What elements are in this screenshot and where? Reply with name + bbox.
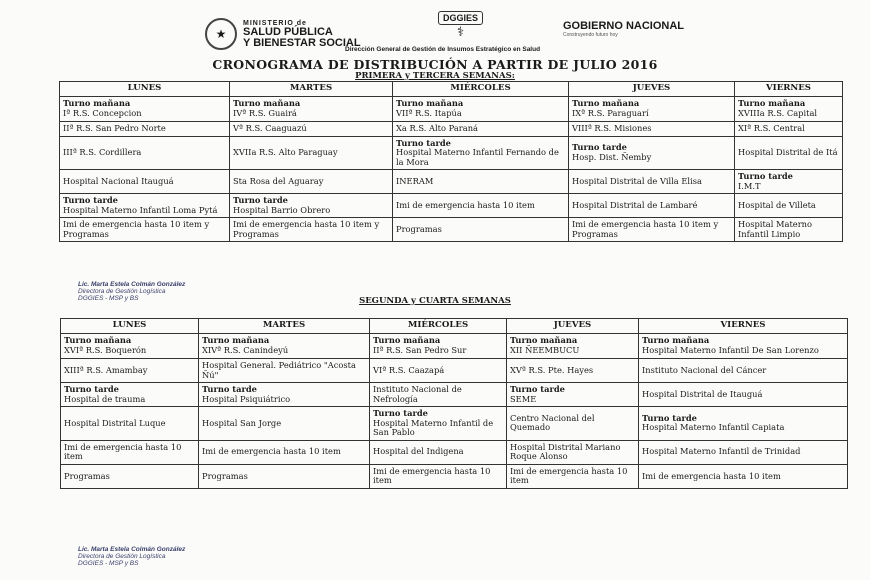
stethoscope-icon: ⚕ bbox=[456, 25, 465, 40]
schedule-cell bbox=[60, 136, 230, 170]
destination-text: Instituto Nacional del Cáncer bbox=[642, 364, 767, 375]
schedule-cell bbox=[639, 334, 848, 359]
day-header-2: MIÉRCOLES bbox=[370, 319, 507, 334]
schedule-cell bbox=[370, 464, 507, 488]
day-header-3: JUEVES bbox=[569, 82, 735, 97]
schedule-cell bbox=[507, 464, 639, 488]
destination-text: Vª R.S. Caaguazú bbox=[233, 123, 307, 133]
destination-text: Programas bbox=[396, 224, 442, 235]
schedule-cell bbox=[507, 407, 639, 441]
destination-text: Hospital de Villeta bbox=[738, 199, 816, 210]
schedule-cell bbox=[393, 194, 569, 218]
destination-text: XII ÑEEMBUCU bbox=[510, 345, 580, 355]
destination-text: Programas bbox=[202, 470, 248, 481]
destination-text: Hospital Distrital de Itauguá bbox=[642, 388, 763, 399]
day-header-0: LUNES bbox=[61, 319, 199, 334]
table-row bbox=[60, 122, 843, 137]
table-row bbox=[60, 194, 843, 218]
destination-text: VIIIª R.S. Misiones bbox=[572, 123, 652, 133]
schedule-cell bbox=[60, 218, 230, 242]
seal-icon: ★ bbox=[205, 18, 237, 50]
table-row bbox=[61, 383, 848, 407]
day-header-0: LUNES bbox=[60, 82, 230, 97]
day-header-4: VIERNES bbox=[735, 82, 843, 97]
table-row bbox=[61, 407, 848, 441]
schedule-cell bbox=[507, 383, 639, 407]
destination-text: I.M.T bbox=[738, 180, 761, 191]
schedule-cell bbox=[735, 122, 843, 137]
schedule-cell bbox=[230, 194, 393, 218]
destination-text: XVª R.S. Pte. Hayes bbox=[510, 364, 594, 375]
destination-text: Hospital Barrio Obrero bbox=[233, 204, 331, 215]
schedule-cell bbox=[393, 122, 569, 137]
destination-text: Hosp. Dist. Ñemby bbox=[572, 151, 652, 162]
destination-text: Hospital Nacional Itauguá bbox=[63, 175, 174, 186]
destination-text: Imi de emergencia hasta 10 item bbox=[396, 199, 535, 210]
ministry-name: MINISTERIO de SALUD PÚBLICA Y BIENESTAR SOCIAL bbox=[243, 19, 361, 49]
destination-text: Iª R.S. Concepcion bbox=[63, 108, 142, 118]
section1-subtitle: PRIMERA y TERCERA SEMANAS: bbox=[355, 71, 515, 81]
destination-text: Hospital Distrital de Lambaré bbox=[572, 199, 698, 210]
destination-text: IVª R.S. Guairá bbox=[233, 108, 297, 118]
schedule-cell bbox=[569, 170, 735, 194]
destination-text: Hospital Materno Infantil de San Pablo bbox=[373, 417, 494, 438]
schedule-cell bbox=[61, 440, 199, 464]
schedule-cell bbox=[60, 170, 230, 194]
direccion-label: Dirección General de Gestión de Insumos Estratégico en Salud bbox=[345, 46, 541, 53]
schedule-cell bbox=[393, 170, 569, 194]
schedule-cell bbox=[639, 383, 848, 407]
destination-text: Hospital Materno Infantil Loma Pytá bbox=[63, 204, 218, 215]
turno-label: Turno mañana bbox=[572, 98, 640, 109]
destination-text: Hospital General. Pediátrico "Acosta Ñú" bbox=[202, 360, 356, 380]
section2-subtitle: SEGUNDA y CUARTA SEMANAS bbox=[359, 296, 511, 306]
destination-text: Hospital Materno Infantil De San Lorenzo bbox=[642, 345, 819, 355]
schedule-cell bbox=[230, 97, 393, 122]
ministry-logo bbox=[205, 18, 361, 50]
schedule-cell bbox=[639, 407, 848, 441]
schedule-table-primera-tercera bbox=[59, 81, 843, 242]
schedule-cell bbox=[61, 464, 199, 488]
destination-text: Imi de emergencia hasta 10 item bbox=[510, 465, 628, 486]
schedule-cell bbox=[569, 194, 735, 218]
destination-text: Imi de emergencia hasta 10 item bbox=[202, 446, 341, 457]
turno-label: Turno mañana bbox=[396, 98, 464, 109]
schedule-cell bbox=[370, 407, 507, 441]
schedule-cell bbox=[60, 194, 230, 218]
destination-text: Imi de emergencia hasta 10 item y Programas bbox=[63, 219, 210, 239]
day-header-2: MIÉRCOLES bbox=[393, 82, 569, 97]
turno-label: Turno tarde bbox=[396, 137, 451, 148]
document-header bbox=[205, 6, 705, 56]
destination-text: IIª R.S. San Pedro Sur bbox=[373, 345, 467, 355]
schedule-cell bbox=[370, 334, 507, 359]
turno-label: Turno tarde bbox=[202, 384, 257, 395]
turno-label: Turno tarde bbox=[64, 384, 119, 395]
schedule-cell bbox=[230, 218, 393, 242]
schedule-cell bbox=[230, 136, 393, 170]
schedule-cell bbox=[230, 170, 393, 194]
schedule-cell bbox=[199, 383, 370, 407]
turno-label: Turno mañana bbox=[373, 335, 441, 346]
destination-text: Hospital Distrital Mariano Roque Alonso bbox=[510, 441, 621, 462]
schedule-cell bbox=[393, 97, 569, 122]
destination-text: Hospital Distrital Luque bbox=[64, 417, 166, 428]
destination-text: Imi de emergencia hasta 10 item bbox=[642, 470, 781, 481]
day-header-1: MARTES bbox=[199, 319, 370, 334]
turno-label: Turno tarde bbox=[572, 142, 627, 153]
schedule-cell bbox=[569, 136, 735, 170]
destination-text: XVIIIa R.S. Capital bbox=[738, 108, 818, 118]
turno-label: Turno tarde bbox=[373, 408, 428, 419]
schedule-cell bbox=[370, 440, 507, 464]
destination-text: Instituto Nacional de Nefrología bbox=[373, 384, 462, 404]
destination-text: Xa R.S. Alto Paraná bbox=[396, 123, 479, 133]
table-row bbox=[60, 218, 843, 242]
schedule-cell bbox=[61, 407, 199, 441]
table-row bbox=[61, 464, 848, 488]
destination-text: Imi de emergencia hasta 10 item y Programas bbox=[233, 219, 380, 239]
schedule-cell bbox=[569, 122, 735, 137]
destination-text: XVIª R.S. Boquerón bbox=[64, 345, 147, 355]
destination-text: Hospital de trauma bbox=[64, 393, 146, 404]
day-header-1: MARTES bbox=[230, 82, 393, 97]
turno-label: Turno mañana bbox=[233, 98, 301, 109]
turno-label: Turno tarde bbox=[63, 195, 118, 206]
schedule-cell bbox=[735, 170, 843, 194]
schedule-cell bbox=[199, 407, 370, 441]
schedule-table-segunda-cuarta bbox=[60, 318, 848, 489]
turno-label: Turno mañana bbox=[63, 98, 131, 109]
day-header-4: VIERNES bbox=[639, 319, 848, 334]
table-row bbox=[60, 136, 843, 170]
schedule-cell bbox=[507, 334, 639, 359]
table-row bbox=[60, 170, 843, 194]
turno-label: Turno mañana bbox=[510, 335, 578, 346]
schedule-cell bbox=[569, 97, 735, 122]
destination-text: Imi de emergencia hasta 10 item y Programas bbox=[572, 219, 719, 239]
schedule-cell bbox=[199, 334, 370, 359]
destination-text: Imi de emergencia hasta 10 item bbox=[373, 465, 491, 486]
schedule-cell bbox=[735, 194, 843, 218]
turno-label: Turno tarde bbox=[738, 171, 793, 182]
gobierno-logo: GOBIERNO NACIONAL Construyendo futuro hoy bbox=[563, 20, 684, 38]
destination-text: Hospital Materno Infantil Fernando de la Mora bbox=[396, 147, 559, 167]
schedule-cell bbox=[735, 97, 843, 122]
destination-text: XIVª R.S. Canindeyú bbox=[202, 345, 289, 355]
schedule-cell bbox=[507, 359, 639, 383]
destination-text: Hospital San Jorge bbox=[202, 417, 282, 428]
destination-text: Hospital Distrital de Villa Elisa bbox=[572, 175, 702, 186]
destination-text: Programas bbox=[64, 470, 110, 481]
schedule-cell bbox=[60, 97, 230, 122]
schedule-cell bbox=[569, 218, 735, 242]
destination-text: VIIª R.S. Itapúa bbox=[396, 108, 462, 118]
schedule-cell bbox=[370, 359, 507, 383]
turno-label: Turno mañana bbox=[202, 335, 270, 346]
destination-text: VIª R.S. Caazapá bbox=[373, 364, 445, 375]
schedule-cell bbox=[639, 440, 848, 464]
schedule-cell bbox=[199, 464, 370, 488]
schedule-cell bbox=[230, 122, 393, 137]
table-row bbox=[60, 97, 843, 122]
turno-label: Turno tarde bbox=[510, 384, 565, 395]
destination-text: Hospital Materno Infantil de Trinidad bbox=[642, 446, 801, 457]
destination-text: IIª R.S. San Pedro Norte bbox=[63, 123, 166, 133]
turno-label: Turno tarde bbox=[642, 412, 697, 423]
turno-label: Turno mañana bbox=[642, 335, 710, 346]
table-header-row bbox=[61, 319, 848, 334]
table-row bbox=[61, 440, 848, 464]
table-row bbox=[61, 359, 848, 383]
turno-label: Turno mañana bbox=[738, 98, 806, 109]
schedule-cell bbox=[639, 464, 848, 488]
schedule-cell bbox=[61, 359, 199, 383]
destination-text: Hospital Psiquiátrico bbox=[202, 393, 291, 404]
table-row bbox=[61, 334, 848, 359]
schedule-cell bbox=[735, 136, 843, 170]
destination-text: Hospital Materno Infantil Limpio bbox=[738, 219, 813, 239]
destination-text: Hospital Materno Infantil Capiata bbox=[642, 422, 785, 433]
signature-stamp: Lic. Marta Estela Colmán González Directora de Gestión Logística DGGIES - MSP y BS bbox=[78, 281, 186, 302]
destination-text: INERAM bbox=[396, 175, 434, 186]
destination-text: Imi de emergencia hasta 10 item bbox=[64, 441, 182, 462]
schedule-cell bbox=[199, 359, 370, 383]
destination-text: Hospital Distrital de Itá bbox=[738, 147, 838, 158]
destination-text: XIIIª R.S. Amambay bbox=[64, 364, 148, 375]
destination-text: Hospital del Indigena bbox=[373, 446, 464, 457]
schedule-cell bbox=[61, 383, 199, 407]
schedule-cell bbox=[61, 334, 199, 359]
signature-stamp: Lic. Marta Estela Colmán González Directora de Gestión Logística DGGIES - MSP y BS bbox=[78, 546, 186, 567]
schedule-cell bbox=[60, 122, 230, 137]
schedule-cell bbox=[507, 440, 639, 464]
schedule-cell bbox=[393, 218, 569, 242]
schedule-cell bbox=[735, 218, 843, 242]
day-header-3: JUEVES bbox=[507, 319, 639, 334]
dggies-logo: DGGIES ⚕ bbox=[438, 6, 483, 40]
page-title: CRONOGRAMA DE DISTRIBUCIÓN A PARTIR DE JULIO 2016 bbox=[212, 57, 658, 72]
destination-text: IXª R.S. Paraguarí bbox=[572, 108, 649, 118]
destination-text: Centro Nacional del Quemado bbox=[510, 412, 595, 433]
schedule-cell bbox=[370, 383, 507, 407]
schedule-cell bbox=[393, 136, 569, 170]
destination-text: XIª R.S. Central bbox=[738, 123, 805, 133]
destination-text: IIIª R.S. Cordillera bbox=[63, 147, 142, 158]
turno-label: Turno mañana bbox=[64, 335, 132, 346]
schedule-cell bbox=[639, 359, 848, 383]
destination-text: XVIIa R.S. Alto Paraguay bbox=[233, 147, 338, 158]
destination-text: SEME bbox=[510, 393, 537, 404]
schedule-cell bbox=[199, 440, 370, 464]
turno-label: Turno tarde bbox=[233, 195, 288, 206]
destination-text: Sta Rosa del Aguaray bbox=[233, 175, 324, 186]
table-header-row bbox=[60, 82, 843, 97]
